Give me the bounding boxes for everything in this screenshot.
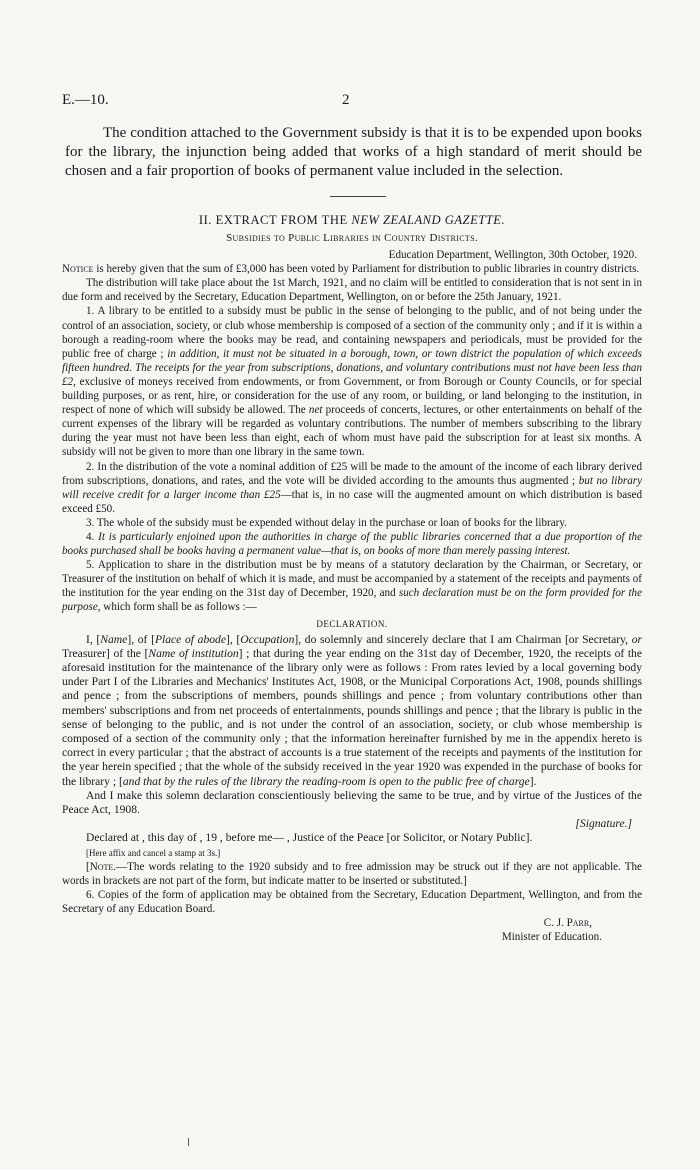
distribution-paragraph: The distribution will take place about the 1st March, 1921, and no claim will be entitled to consideration that is not sent in in due form and received by the Secretary, Education Department, Wellington, on or before the 25th January, 1921.	[62, 277, 642, 304]
clause-5: 5. Application to share in the distribution must be by means of a statutory declaration by the Chairman, or Secretary, or Treasurer of the institution on behalf of which it is made, and must be accompanied by a statement of the receipts and payments of the institution for the year ending on the 31st day of December, 1920, and such declaration must be on the form provided for the purpose, which form shall be as follows :—	[62, 559, 643, 614]
page-header	[62, 92, 642, 114]
dateline: Education Department, Wellington, 30th October, 1920.	[388, 249, 637, 262]
declaration-heading: DECLARATION.	[316, 618, 388, 629]
clause-6: 6. Copies of the form of application may be obtained from the Secretary, Education Department, Wellington, and from the Secretary of any Education Board.	[62, 888, 642, 916]
stamp-note: [Here affix and cancel a stamp at 3s.]	[86, 847, 221, 858]
section-title: II. EXTRACT FROM THE NEW ZEALAND GAZETTE.	[198, 213, 506, 227]
minister-name: C. J. Parr,	[543, 917, 592, 930]
report-code: E.—10.	[62, 92, 109, 108]
page-number: 2	[342, 92, 350, 108]
minister-title: Minister of Education.	[501, 931, 602, 944]
declared-line: Declared at , this day of , 19 , before me— , Justice of the Peace [or Solicitor, or Notary Public].	[86, 831, 533, 845]
clause-1: 1. A library to be entitled to a subsidy must be public in the sense of belonging to the public, and of not being under the control of an association, society, or club whose membership is composed of a section of the community only ; and if it is within a borough a reading-room where the books may be read, and containing newspapers and periodicals, must be provided for the public free of charge ; in addition, it must not be situated in a borough, town, or town district the population of which exceeds fifteen hundred. The receipts for the year from subscriptions, donations, and voluntary contributions must not have been less than £2, exclusive of moneys received from endowments, or from Government, or from Borough or County Councils, or for special building purposes, or as rent, hire, or consideration for the use of any room, or building, or land belonging to the institution, in respect of none of which will subsidy be allowed. The net proceeds of concerts, lectures, or other entertainments on behalf of the current expenses of the library will be regarded as voluntary contributions. The number of members subscribing to the library during the year must not have been less than eight, each of whom must have paid the subscription for at least six months. A subsidy will not be given to more than one library in the same town.	[62, 305, 642, 459]
note-paragraph: [Note.—The words relating to the 1920 subsidy and to free admission may be struck out if they are not applicable. The words in brackets are not part of the form, but indicate matter to be inserted or substituted.]	[62, 860, 642, 887]
gazette-extract	[62, 204, 642, 944]
clause-3: 3. The whole of the subsidy must be expended without delay in the purchase or loan of books for the library.	[86, 516, 567, 529]
intro-paragraph: The condition attached to the Government subsidy is that it is to be expended upon books for the library, the injunction being added that works of a high standard of merit should be chosen and a fair proportion of books of permanent value included in the selection.	[65, 125, 642, 179]
clause-2: 2. In the distribution of the vote a nominal addition of £25 will be made to the amount of the income of each library derived from subscriptions, donations, and rates, and the vote will be divided according to the amounts thus augmented ; but no library will receive credit for a larger income than £25—that is, in no case will the augmented amount on which distribution is based exceed £50.	[62, 460, 643, 515]
declaration-body: I, [Name], of [Place of abode], [Occupation], do solemnly and sincerely declare that I am Chairman [or Secretary, or Treasurer] of the [Name of institution] ; that during the year ending on the 31st day of December, 1920, the receipts of the aforesaid institution for the maintenance of the library only were as follows : From rates levied by a local governing body under Part I of the Libraries and Mechanics' Institutes Act, 1908, or the Municipal Corporations Act, 1908, pounds shillings and pence ; from the subscriptions of members, pounds shillings and pence ; from voluntary contributions other than members' subscriptions and from net proceeds of entertainments, pounds shillings and pence ; that the library is public in the sense of belonging to the public, and is not under the control of an association, society, or club whose membership is composed of a section of the community only ; that the information hereinafter furnished by me in the appendix hereto is correct in every particular ; that the abstract of accounts is a true statement of the receipts and payments of the institution for the year herein specified ; that the whole of the subsidy received in the year 1920 was expended in the purchase of books for the library ; [and that by the rules of the library the reading-room is open to the public free of charge].	[62, 632, 642, 788]
section-subtitle: Subsidies to Public Libraries in Country Districts.	[226, 232, 478, 244]
scan-mark	[188, 1138, 189, 1146]
notice-paragraph: Notice is hereby given that the sum of £3,000 has been voted by Parliament for distribution to public libraries in country districts.	[62, 263, 640, 276]
section-divider	[330, 196, 386, 197]
signature-placeholder: [Signature.]	[575, 817, 632, 831]
declaration-belief: And I make this solemn declaration conscientiously believing the same to be true, and by virtue of the Justices of the Peace Act, 1908.	[62, 788, 642, 817]
clause-4: 4. It is particularly enjoined upon the authorities in charge of the public libraries concerned that a due proportion of the books purchased shall be books having a permanent value—that is, on books of more than merely passing interest.	[62, 530, 642, 558]
declaration-form	[62, 633, 642, 846]
